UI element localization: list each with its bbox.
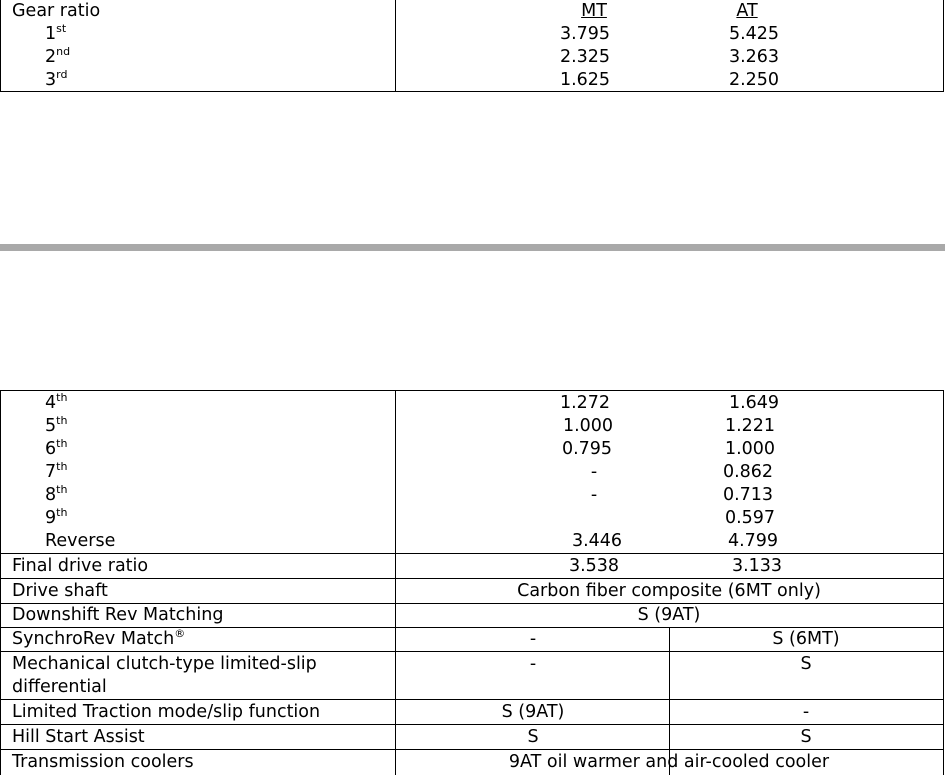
row-divider xyxy=(0,749,944,750)
gear-label-9th: 9th xyxy=(45,506,68,528)
final-drive-at-value: 3.133 xyxy=(731,556,783,576)
hill-start-at-value: S xyxy=(800,727,812,747)
gear-2nd-mt-value: 2.325 xyxy=(559,47,611,67)
final-drive-label: Final drive ratio xyxy=(12,556,149,576)
gear-6th-mt-value: 0.795 xyxy=(561,439,613,459)
gear-3rd-at-value: 2.250 xyxy=(728,70,780,90)
lsd-at-value: S xyxy=(800,654,812,674)
top-table-column-divider xyxy=(395,0,396,92)
registered-mark: ® xyxy=(174,627,186,640)
gear-label-2nd: 2nd xyxy=(45,45,71,67)
label-column-divider xyxy=(395,390,396,775)
lsd-label-line2: differential xyxy=(12,677,107,697)
final-drive-mt-value: 3.538 xyxy=(568,556,620,576)
row-divider xyxy=(0,651,944,652)
gear-label-8th: 8th xyxy=(45,483,68,505)
gear-4th-at-value: 1.649 xyxy=(728,393,780,413)
gear-label-1st: 1st xyxy=(45,22,67,44)
reverse-at-value: 4.799 xyxy=(727,531,779,551)
row-divider xyxy=(0,627,944,628)
gear-8th-at-value: 0.713 xyxy=(722,485,774,505)
gear-6th-at-value: 1.000 xyxy=(724,439,776,459)
gear-label-7th: 7th xyxy=(45,460,68,482)
row-divider xyxy=(0,603,944,604)
transmission-coolers-value: 9AT oil warmer and air-cooled cooler xyxy=(508,752,830,772)
lsd-mt-value: - xyxy=(529,654,537,674)
gear-label-4th: 4th xyxy=(45,391,68,413)
row-divider xyxy=(0,699,944,700)
gear-label-5th: 5th xyxy=(45,414,68,436)
synchrorev-mt-value: - xyxy=(529,629,537,649)
gear-ratio-label: Gear ratio xyxy=(12,1,101,21)
gear-1st-mt-value: 3.795 xyxy=(559,24,611,44)
row-divider xyxy=(0,578,944,579)
gear-5th-mt-value: 1.000 xyxy=(562,416,614,436)
transmission-coolers-label: Transmission coolers xyxy=(12,752,194,772)
gear-3rd-mt-value: 1.625 xyxy=(559,70,611,90)
gear-7th-at-value: 0.862 xyxy=(722,462,774,482)
limited-traction-at-value: - xyxy=(802,702,810,722)
at-column-header: AT xyxy=(736,1,758,21)
drive-shaft-label: Drive shaft xyxy=(12,581,108,601)
downshift-rev-matching-value: S (9AT) xyxy=(637,605,701,625)
synchrorev-match-label: SynchroRev Match® xyxy=(12,627,186,649)
gear-2nd-at-value: 3.263 xyxy=(728,47,780,67)
hill-start-assist-label: Hill Start Assist xyxy=(12,727,145,747)
limited-traction-label: Limited Traction mode/slip function xyxy=(12,702,321,722)
downshift-rev-matching-label: Downshift Rev Matching xyxy=(12,605,224,625)
reverse-label: Reverse xyxy=(45,531,116,551)
reverse-mt-value: 3.446 xyxy=(571,531,623,551)
gear-8th-mt-value: - xyxy=(590,485,598,505)
row-divider xyxy=(0,724,944,725)
gear-1st-at-value: 5.425 xyxy=(728,24,780,44)
gear-4th-mt-value: 1.272 xyxy=(559,393,611,413)
lsd-label-line1: Mechanical clutch-type limited-slip xyxy=(12,654,317,674)
mt-column-header: MT xyxy=(581,1,607,21)
gear-label-6th: 6th xyxy=(45,437,68,459)
hill-start-mt-value: S xyxy=(527,727,539,747)
gear-9th-at-value: 0.597 xyxy=(724,508,776,528)
page-break-separator xyxy=(0,244,945,251)
row-divider xyxy=(0,553,944,554)
drive-shaft-value: Carbon fiber composite (6MT only) xyxy=(517,581,821,601)
synchrorev-at-value: S (6MT) xyxy=(772,629,840,649)
top-gear-table xyxy=(0,0,944,92)
gear-5th-at-value: 1.221 xyxy=(724,416,776,436)
limited-traction-mt-value: S (9AT) xyxy=(501,702,565,722)
gear-label-3rd: 3rd xyxy=(45,68,68,90)
gear-7th-mt-value: - xyxy=(590,462,598,482)
